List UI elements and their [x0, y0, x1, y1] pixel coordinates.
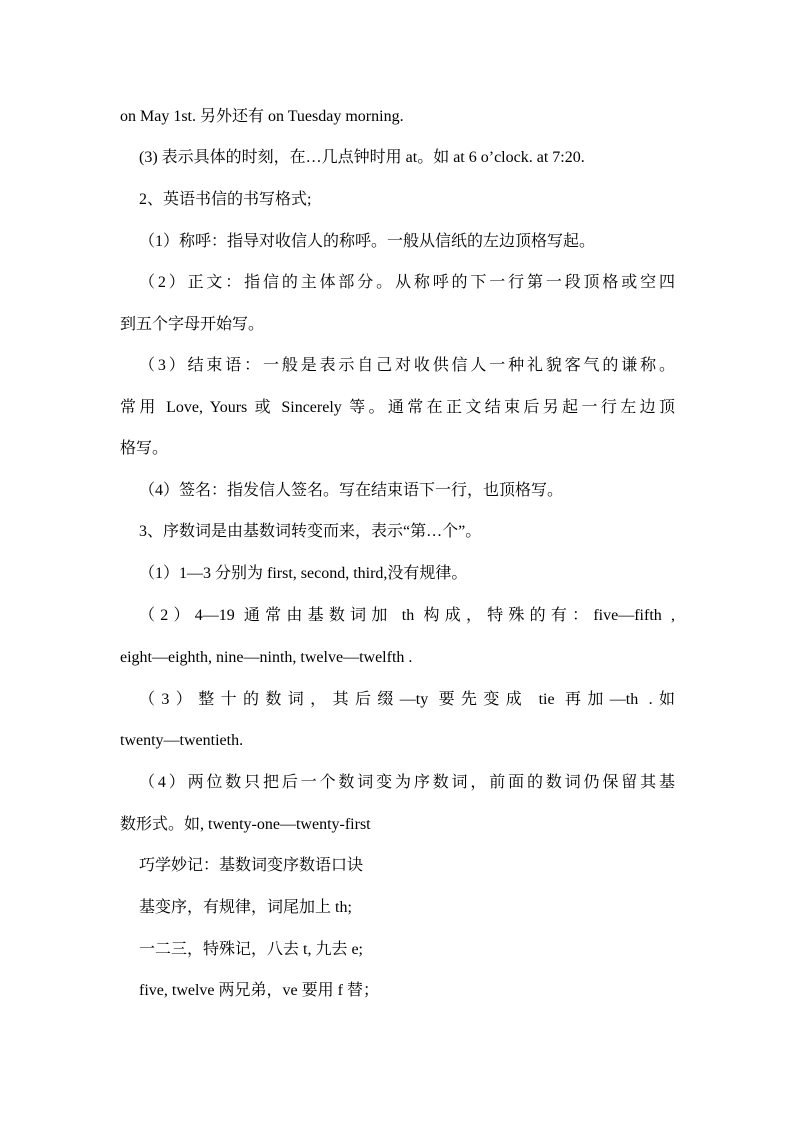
text-line-body-cont: 到五个字母开始写。 — [120, 316, 265, 333]
text-line-continuation: on May 1st. 另外还有 on Tuesday morning. — [120, 108, 404, 125]
text-line-ordinal-rule-2-cont: eight—eighth, nine—ninth, twelve—twelfth . — [120, 649, 413, 666]
text-line-salutation: （1）称呼：指导对收信人的称呼。一般从信纸的左边顶格写起。 — [139, 233, 596, 250]
section-heading-letter-format: 2、英语书信的书写格式; — [139, 191, 312, 208]
text-line-mnemonic-2: 一二三，特殊记，八去 t, 九去 e; — [139, 941, 363, 958]
text-line-mnemonic-title: 巧学妙记：基数词变序数语口诀 — [139, 857, 364, 874]
text-line-ordinal-rule-4-cont: 数形式。如, twenty-one—twenty-first — [120, 816, 371, 833]
text-line-ordinal-rule-1: （1）1—3 分别为 first, second, third,没有规律。 — [139, 565, 468, 582]
text-line-ordinal-rule-3-cont: twenty—twentieth. — [120, 732, 244, 749]
text-line-mnemonic-1: 基变序，有规律，词尾加上 th; — [139, 899, 352, 916]
text-line-closing-end: 格写。 — [120, 440, 169, 457]
text-line-rule-3-time: (3) 表示具体的时刻，在…几点钟时用 at。如 at 6 o’clock. at 7:20. — [139, 149, 585, 166]
text-line-ordinal-rule-3: （3）整十的数词，其后缀—ty 要先变成 tie 再加—th .如 — [139, 691, 675, 708]
text-line-ordinal-rule-4: （4）两位数只把后一个数词变为序数词，前面的数词仍保留其基 — [139, 774, 675, 791]
section-heading-ordinals: 3、序数词是由基数词转变而来，表示“第…个”。 — [139, 523, 482, 540]
text-line-ordinal-rule-2: （2）4—19 通常由基数词加 th 构成，特殊的有：five—fifth , — [139, 607, 675, 624]
text-line-closing-cont: 常用 Love, Yours 或 Sincerely 等。通常在正文结束后另起一行左边顶 — [120, 399, 675, 416]
text-line-signature: （4）签名：指发信人签名。写在结束语下一行，也顶格写。 — [139, 482, 564, 499]
text-line-body: （2）正文：指信的主体部分。从称呼的下一行第一段顶格或空四 — [139, 274, 675, 291]
text-line-mnemonic-3: five, twelve 两兄弟，ve 要用 f 替； — [139, 982, 379, 999]
text-line-closing: （3）结束语：一般是表示自己对收供信人一种礼貌客气的谦称。 — [139, 357, 675, 374]
